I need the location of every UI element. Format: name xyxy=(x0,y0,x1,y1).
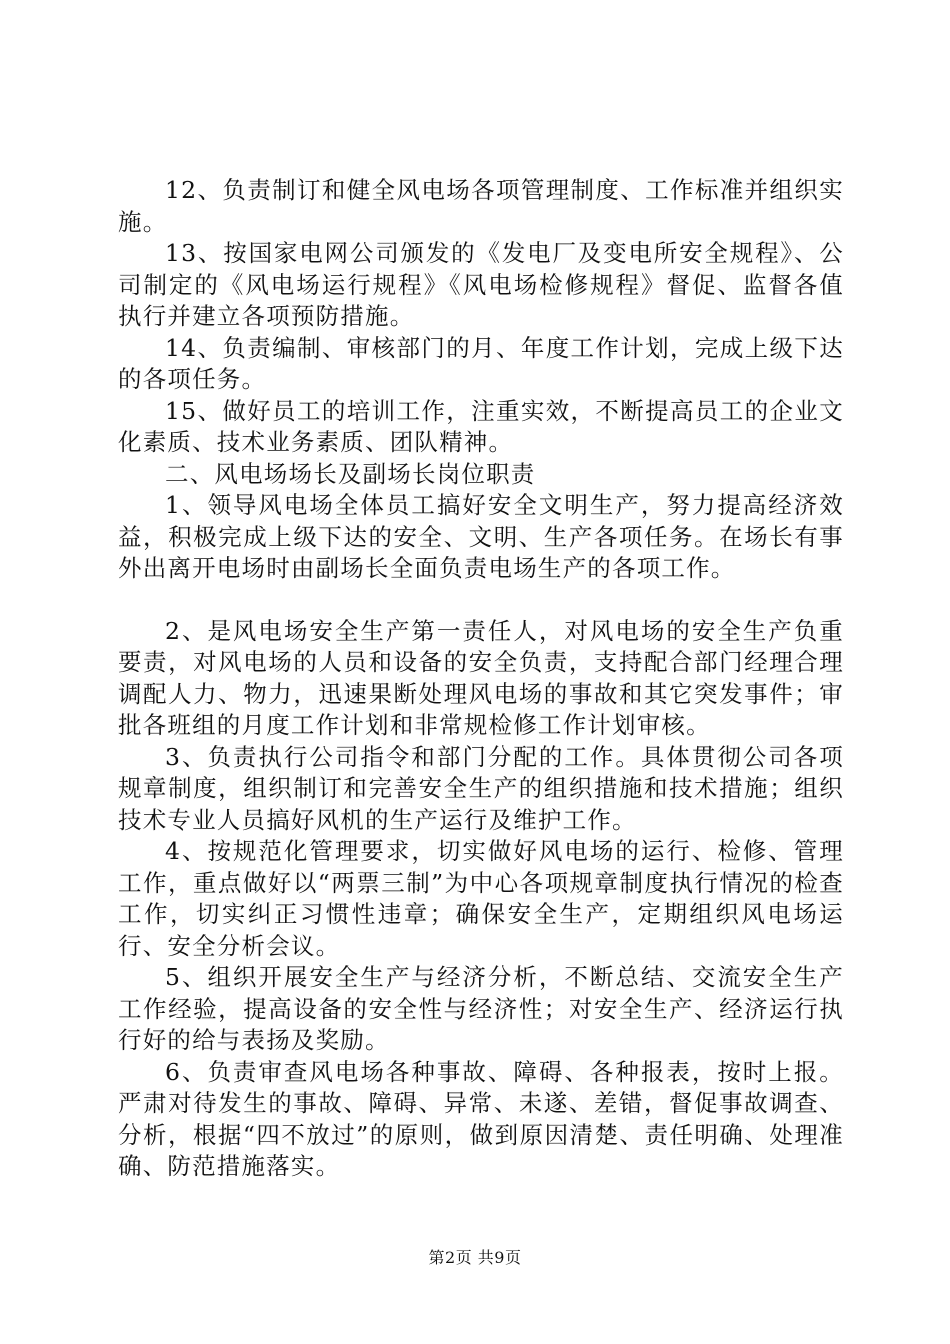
section-heading-2: 二、风电场场长及副场长岗位职责 xyxy=(165,459,536,488)
paragraph-14: 14、负责编制、审核部门的月、年度工作计划，完成上级下达的各项任务。 xyxy=(118,333,844,393)
paragraph-12: 12、负责制订和健全风电场各项管理制度、工作标准并组织实施。 xyxy=(118,176,844,236)
paragraph-2-6: 6、负责审查风电场各种事故、障碍、各种报表，按时上报。严肃对待发生的事故、障碍、异常、未遂、差错，督促事故调查、分析，根据“四不放过”的原则，做到原因清楚、责任明确、处理准确、防范措施落实。 xyxy=(118,1057,844,1180)
paragraph-2-3: 3、负责执行公司指令和部门分配的工作。具体贯彻公司各项规章制度，组织制订和完善安全生产的组织措施和技术措施；组织技术专业人员搞好风机的生产运行及维护工作。 xyxy=(118,742,844,834)
paragraph-2-4: 4、按规范化管理要求，切实做好风电场的运行、检修、管理工作，重点做好以“两票三制”为中心各项规章制度执行情况的检查工作，切实纠正习惯性违章；确保安全生产，定期组织风电场运行、安全分析会议。 xyxy=(118,837,844,960)
paragraph-15: 15、做好员工的培训工作，注重实效，不断提高员工的企业文化素质、技术业务素质、团队精神。 xyxy=(118,396,844,456)
paragraph-13: 13、按国家电网公司颁发的《发电厂及变电所安全规程》、公司制定的《风电场运行规程》《风电场检修规程》督促、监督各值执行并建立各项预防措施。 xyxy=(118,239,844,330)
page-number-footer: 第2页 共9页 xyxy=(428,1248,522,1267)
paragraph-2-1: 1、领导风电场全体员工搞好安全文明生产，努力提高经济效益，积极完成上级下达的安全、文明、生产各项任务。在场长有事外出离开电场时由副场长全面负责电场生产的各项工作。 xyxy=(118,491,844,582)
paragraph-2-2: 2、是风电场安全生产第一责任人，对风电场的安全生产负重要责，对风电场的人员和设备的安全负责，支持配合部门经理合理调配人力、物力，迅速果断处理风电场的事故和其它突发事件；审批各班组的月度工作计划和非常规检修工作计划审核。 xyxy=(118,616,844,739)
paragraph-2-5: 5、组织开展安全生产与经济分析，不断总结、交流安全生产工作经验，提高设备的安全性与经济性；对安全生产、经济运行执行好的给与表扬及奖励。 xyxy=(118,963,844,1054)
document-body xyxy=(118,175,844,1183)
